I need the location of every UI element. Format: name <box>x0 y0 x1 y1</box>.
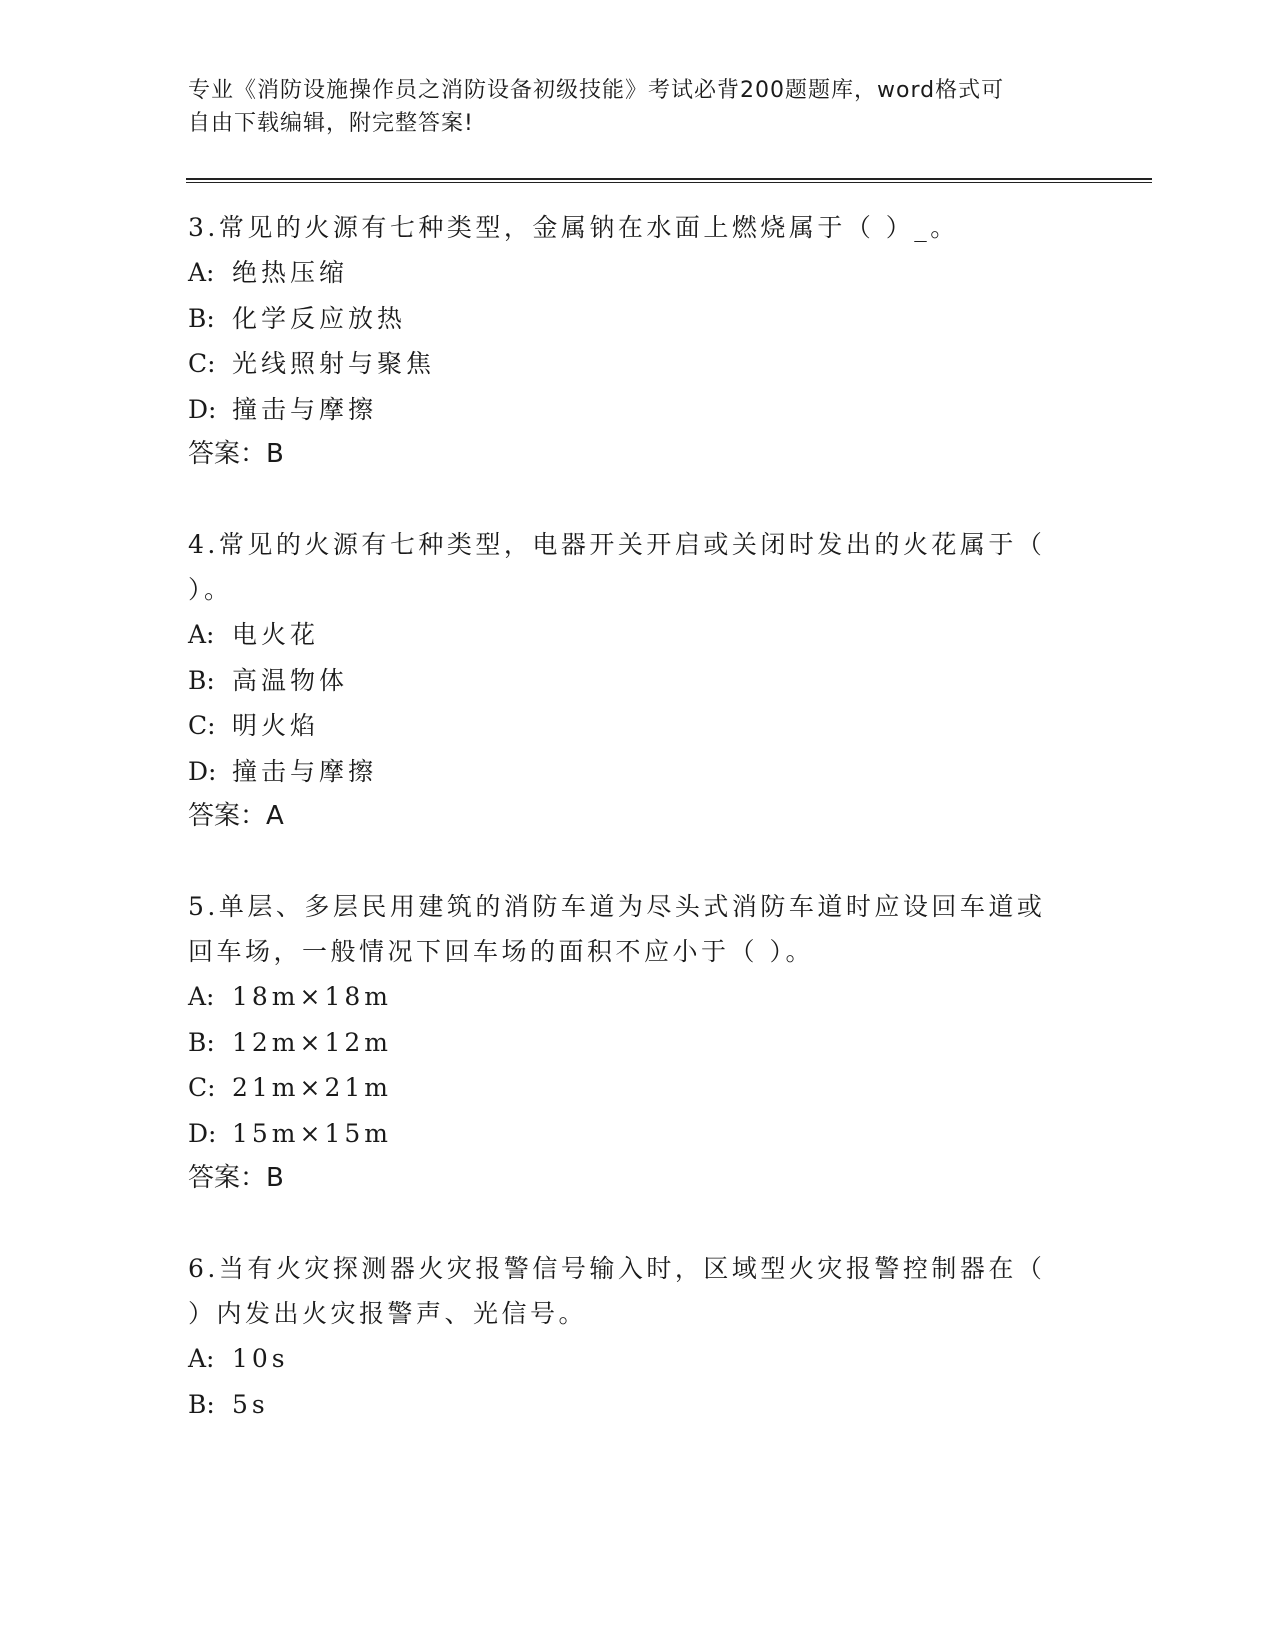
option-text: 撞击与摩擦 <box>232 394 378 424</box>
question-stem: 6.当有火灾探测器火灾报警信号输入时，区域型火灾报警控制器在（ ）内发出火灾报警声、光信号。 <box>188 1254 1046 1328</box>
option-letter: D: <box>188 756 217 786</box>
option-text: 21m×21m <box>232 1073 392 1102</box>
question-4 <box>188 522 1068 839</box>
question-stem: 3.常见的火源有七种类型，金属钠在水面上燃烧属于（ ）_。 <box>188 213 959 242</box>
option-text: 5s <box>232 1389 269 1419</box>
option-letter: B: <box>188 1027 215 1057</box>
option-letter: C: <box>188 711 216 740</box>
option-letter: A: <box>188 620 215 649</box>
option-text: 12m×12m <box>232 1027 392 1057</box>
option-text: 电火花 <box>232 620 320 649</box>
question-5 <box>188 884 1068 1201</box>
option-text: 光线照射与聚焦 <box>232 349 436 378</box>
option-a <box>188 974 1068 1020</box>
option-text: 15m×15m <box>232 1118 392 1148</box>
option-c <box>188 703 1068 749</box>
option-letter: B: <box>188 303 215 333</box>
option-letter: B: <box>188 1389 215 1419</box>
option-text: 18m×18m <box>232 982 392 1011</box>
option-b <box>188 658 1068 704</box>
header-line-2: 自由下载编辑，附完整答案! <box>188 111 474 136</box>
option-letter: A: <box>188 982 215 1011</box>
header-divider <box>186 178 1152 183</box>
option-d <box>188 749 1068 795</box>
option-letter: D: <box>188 394 217 424</box>
option-d <box>188 387 1068 433</box>
answer-line: 答案：B <box>188 439 284 469</box>
document-header <box>188 74 1068 140</box>
option-a <box>188 612 1068 658</box>
option-a <box>188 1336 1068 1382</box>
option-letter: D: <box>188 1118 217 1148</box>
question-stem: 4.常见的火源有七种类型，电器开关开启或关闭时发出的火花属于（ ）。 <box>188 530 1046 604</box>
option-text: 高温物体 <box>232 665 349 695</box>
question-stem: 5.单层、多层民用建筑的消防车道为尽头式消防车道时应设回车道或回车场，一般情况下回车场的面积不应小于（ ）。 <box>188 892 1046 966</box>
option-d <box>188 1111 1068 1157</box>
answer-line: 答案：A <box>188 801 284 831</box>
question-6 <box>188 1246 1068 1427</box>
option-letter: A: <box>188 1344 215 1373</box>
option-letter: C: <box>188 349 216 378</box>
option-text: 绝热压缩 <box>232 258 349 287</box>
option-c <box>188 1065 1068 1111</box>
option-text: 化学反应放热 <box>232 303 407 333</box>
option-letter: C: <box>188 1073 216 1102</box>
answer-line: 答案：B <box>188 1163 284 1193</box>
option-text: 撞击与摩擦 <box>232 756 378 786</box>
option-b <box>188 1020 1068 1066</box>
option-a <box>188 250 1068 296</box>
question-3 <box>188 205 1068 477</box>
option-b <box>188 1382 1068 1428</box>
option-b <box>188 296 1068 342</box>
header-line-1: 专业《消防设施操作员之消防设备初级技能》考试必背200题题库，word格式可 <box>188 78 1005 103</box>
option-text: 明火焰 <box>232 711 320 740</box>
question-list <box>188 205 1068 1472</box>
option-text: 10s <box>232 1344 289 1373</box>
option-letter: A: <box>188 258 215 287</box>
option-letter: B: <box>188 665 215 695</box>
option-c <box>188 341 1068 387</box>
